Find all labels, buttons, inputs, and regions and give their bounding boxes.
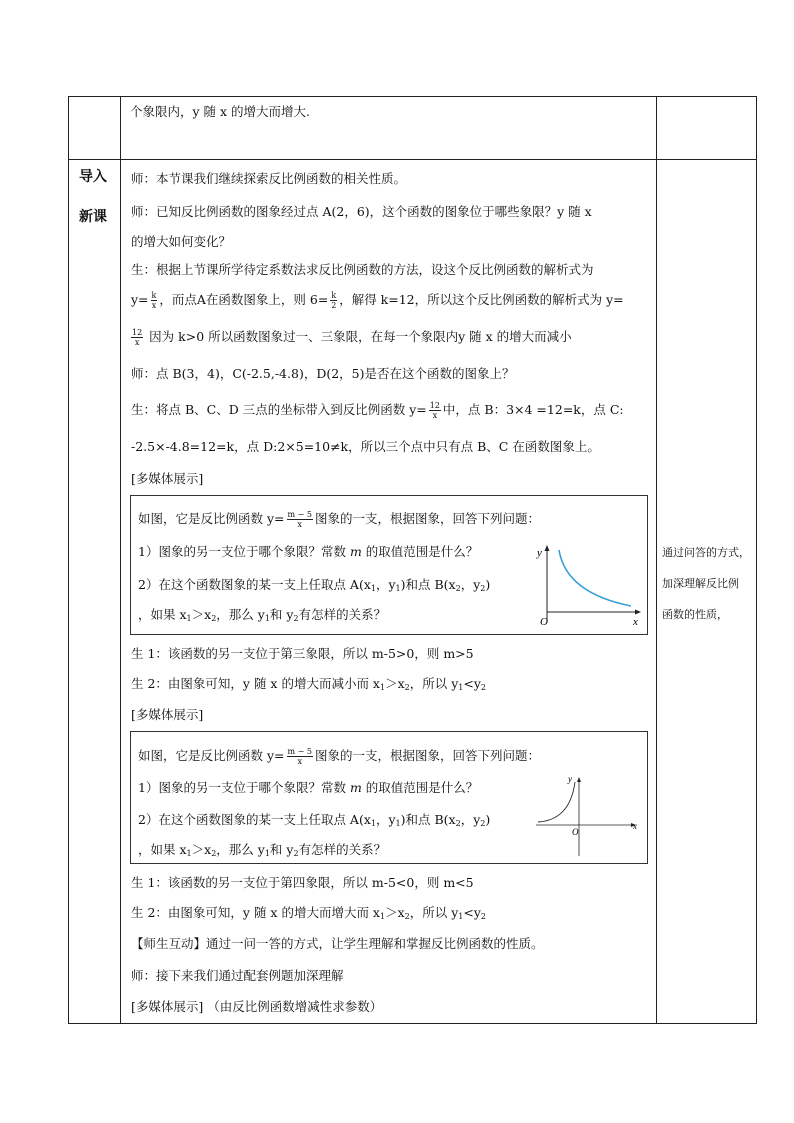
subscript: 1 xyxy=(370,819,376,828)
text: 因为 k>0 所以函数图象过一、三象限，在每一个象限内y 随 x 的增大而减小 xyxy=(149,329,572,344)
media-label: [多媒体展示] （由反比例函数增减性求参数） xyxy=(131,999,383,1014)
text: 有怎样的关系？ xyxy=(298,842,387,857)
fraction-denominator: x xyxy=(432,411,438,420)
text: ，y xyxy=(375,577,396,592)
section-label-line1: 导入 xyxy=(79,169,107,185)
fraction-numerator: k xyxy=(151,291,157,300)
paragraph: 生：根据上节课所学待定系数法求反比例函数的方法，设这个反比例函数的解析式为 xyxy=(131,262,594,277)
text: ，如果 x xyxy=(138,607,187,622)
fraction-12-over-x xyxy=(429,401,441,420)
text: ，那么 y xyxy=(216,842,265,857)
subscript: 1 xyxy=(379,683,386,692)
text: 1）图象的另一支位于哪个象限？常数 xyxy=(138,544,346,559)
section-label-line2: 新课 xyxy=(79,209,107,225)
subscript: 1 xyxy=(395,584,401,593)
fraction-denominator: x xyxy=(297,520,302,529)
text: 图象的一支，根据图象，回答下列问题： xyxy=(314,511,540,526)
text: 生：将点 B、C、D 三点的坐标带入到反比例函数 y= xyxy=(131,402,427,417)
subscript: 2 xyxy=(455,584,461,593)
subscript: 2 xyxy=(480,819,486,828)
subscript: 1 xyxy=(458,683,464,692)
paragraph-with-fractions xyxy=(131,398,624,422)
subscript: 2 xyxy=(480,912,487,921)
problem-intro xyxy=(138,745,540,767)
paragraph-with-fractions xyxy=(131,325,572,349)
subscript: 2 xyxy=(293,614,299,623)
text: 和 y xyxy=(269,842,294,857)
side-note-line: 加深理解反比例 xyxy=(662,577,739,590)
subscript: 1 xyxy=(379,912,386,921)
text: 如图，它是反比例函数 y= xyxy=(138,748,285,763)
paragraph: 师：接下来我们通过配套例题加深理解 xyxy=(131,968,344,983)
text: 的取值范围是什么？ xyxy=(365,780,479,795)
variable-m: m xyxy=(349,544,362,559)
fraction-k-over-x xyxy=(151,291,158,310)
text: 中，点 B：3×4 =12=k，点 C: xyxy=(442,402,624,417)
fraction-denominator: x xyxy=(297,757,302,766)
text: ，而点A在函数图象上，则 6= xyxy=(159,292,329,307)
paragraph: 师：已知反比例函数的图象经过点 A(2，6)，这个函数的图象位于哪些象限？y 随 x xyxy=(131,204,592,219)
fraction-denominator: 2 xyxy=(331,301,337,310)
subscript: 1 xyxy=(264,614,270,623)
media-label: [多媒体展示] xyxy=(131,707,204,722)
fraction-numerator: m − 5 xyxy=(287,747,312,756)
problem-question-3 xyxy=(138,842,386,862)
column-divider xyxy=(120,97,121,1023)
axis-label-y: y xyxy=(537,547,542,559)
subscript: 2 xyxy=(455,819,461,828)
text: <y xyxy=(463,676,481,691)
top-row-text: 个象限内，y 随 x 的增大而增大. xyxy=(130,104,311,119)
problem-question-1 xyxy=(138,544,478,560)
text: <y xyxy=(463,905,481,920)
text: ，y xyxy=(460,577,481,592)
subscript: 1 xyxy=(186,849,192,858)
origin-label: O xyxy=(572,827,579,837)
paragraph: 师：本节课我们继续探索反比例函数的相关性质。 xyxy=(131,171,407,186)
media-label: [多媒体展示] xyxy=(131,471,204,486)
axis-label-x: x xyxy=(633,616,638,628)
paragraph: 【师生互动】通过一问一答的方式，让学生理解和掌握反比例函数的性质。 xyxy=(131,936,544,951)
row-divider xyxy=(69,159,756,160)
subscript: 1 xyxy=(370,584,376,593)
fraction-numerator: 12 xyxy=(132,328,143,337)
paragraph-with-fractions xyxy=(131,289,624,311)
problem-question-2 xyxy=(138,577,490,597)
subscript: 2 xyxy=(404,683,410,692)
fraction-numerator: k xyxy=(331,291,337,300)
subscript: 2 xyxy=(480,584,486,593)
text: 生 2：由图象可知，y 随 x 的增大而增大而 x xyxy=(131,905,380,920)
subscript: 2 xyxy=(480,683,487,692)
text: ＞x xyxy=(385,676,405,691)
fraction-denominator: x xyxy=(151,301,157,310)
text: )和点 B(x xyxy=(400,577,456,592)
fraction-k-over-2 xyxy=(330,291,337,310)
fraction-numerator: 12 xyxy=(429,401,440,410)
origin-label: O xyxy=(540,616,548,628)
text: 图象的一支，根据图象，回答下列问题： xyxy=(314,748,540,763)
subscript: 1 xyxy=(395,819,401,828)
subscript: 2 xyxy=(404,912,410,921)
text: ) xyxy=(485,812,491,827)
text: 如图，它是反比例函数 y= xyxy=(138,511,285,526)
answer: 生 1：该函数的另一支位于第四象限，所以 m-5<0，则 m<5 xyxy=(131,875,474,890)
text: 有怎样的关系？ xyxy=(298,607,387,622)
text: 的取值范围是什么？ xyxy=(365,544,479,559)
fraction-m-minus-5-over-x xyxy=(287,747,313,766)
problem-question-2 xyxy=(138,812,490,832)
answer xyxy=(131,905,486,925)
text: ，y xyxy=(375,812,396,827)
paragraph: 师：点 B(3，4)，C(-2.5,-4.8)，D(2，5)是否在这个函数的图象上？ xyxy=(131,366,515,381)
hyperbola-graph-decreasing xyxy=(535,540,645,630)
text: )和点 B(x xyxy=(400,812,456,827)
text: ，那么 y xyxy=(216,607,265,622)
text: ＞x xyxy=(191,607,212,622)
problem-question-1 xyxy=(138,780,478,796)
paragraph: -2.5×-4.8=12=k，点 D:2×5=10≠k，所以三个点中只有点 B、C 在函数图象上。 xyxy=(131,439,600,454)
text: 2）在这个函数图象的某一支上任取点 A(x xyxy=(138,812,371,827)
fraction-denominator: x xyxy=(134,338,140,347)
subscript: 1 xyxy=(186,614,192,623)
subscript: 1 xyxy=(264,849,270,858)
text: y= xyxy=(131,292,149,307)
paragraph: 的增大如何变化？ xyxy=(131,234,232,249)
axis-label-x: x xyxy=(633,821,637,831)
text: ，所以 y xyxy=(409,676,459,691)
fraction-12-over-x xyxy=(131,328,143,347)
subscript: 2 xyxy=(211,614,217,623)
text: 生 2：由图象可知，y 随 x 的增大而减小而 x xyxy=(131,676,380,691)
axis-label-y: y xyxy=(568,774,572,784)
side-note-line: 通过问答的方式， xyxy=(662,546,750,559)
fraction-m-minus-5-over-x xyxy=(287,510,313,529)
subscript: 2 xyxy=(293,849,299,858)
answer: 生 1：该函数的另一支位于第三象限，所以 m-5>0，则 m>5 xyxy=(131,646,474,661)
text: ，如果 x xyxy=(138,842,187,857)
text: ，y xyxy=(460,812,481,827)
text: ，所以 y xyxy=(409,905,459,920)
text: 1）图象的另一支位于哪个象限？常数 xyxy=(138,780,346,795)
subscript: 1 xyxy=(458,912,464,921)
text: ) xyxy=(485,577,491,592)
text: ＞x xyxy=(385,905,405,920)
variable-m: m xyxy=(349,780,362,795)
answer xyxy=(131,676,486,696)
text: 和 y xyxy=(269,607,294,622)
subscript: 2 xyxy=(211,849,217,858)
fraction-numerator: m − 5 xyxy=(287,510,312,519)
text: ＞x xyxy=(191,842,212,857)
problem-intro xyxy=(138,508,540,530)
hyperbola-graph-increasing xyxy=(534,772,644,858)
side-note-line: 函数的性质， xyxy=(662,608,728,621)
problem-question-3 xyxy=(138,607,386,627)
text: 2）在这个函数图象的某一支上任取点 A(x xyxy=(138,577,371,592)
text: ，解得 k=12，所以这个反比例函数的解析式为 y= xyxy=(339,292,624,307)
column-divider xyxy=(656,97,657,1023)
